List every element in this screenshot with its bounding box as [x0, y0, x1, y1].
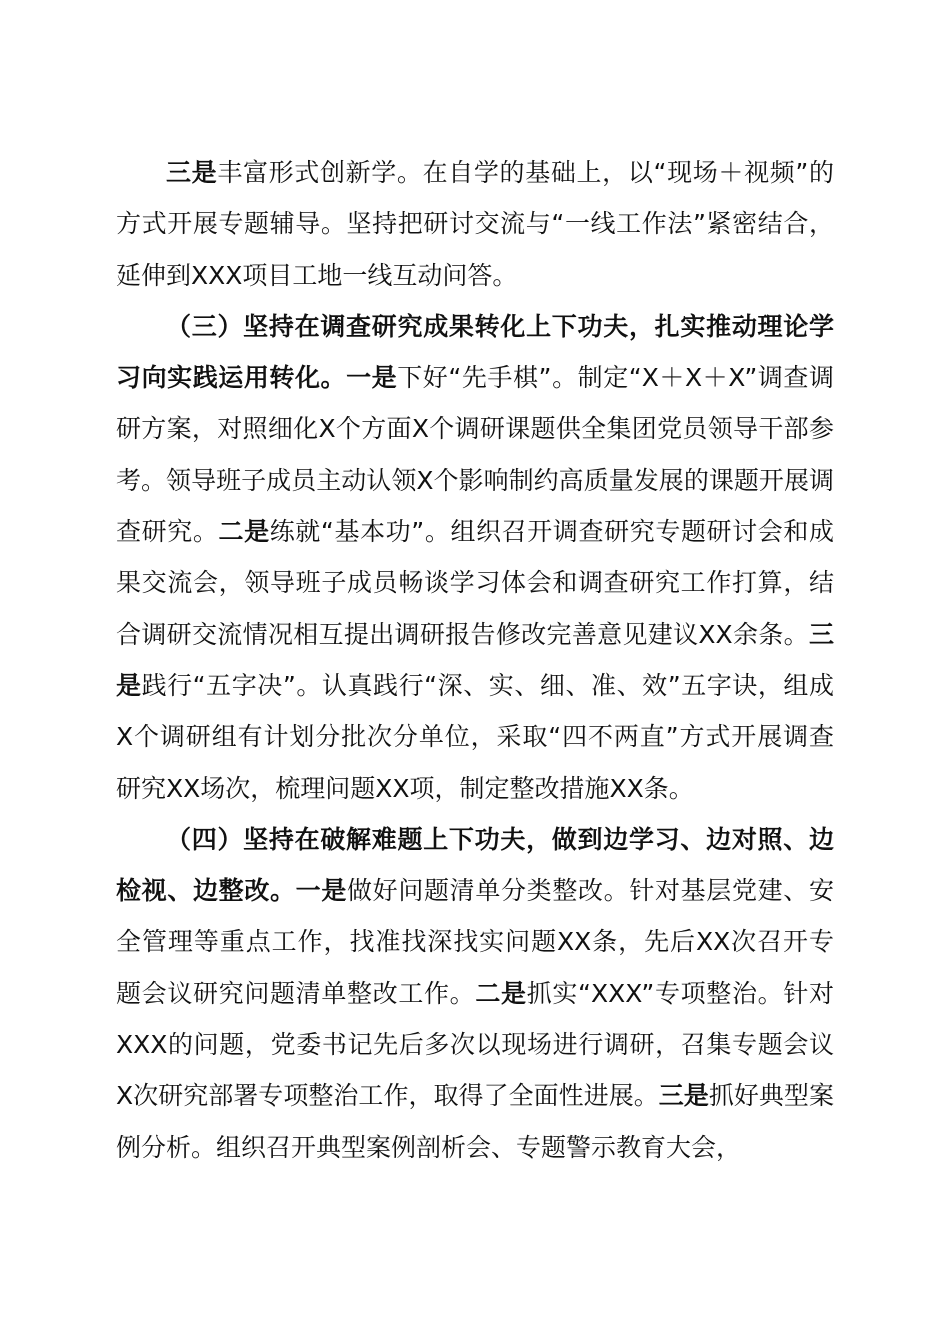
paragraph-text: 练就“基本功”。组织召开调查研究专题研讨会和成果交流会，领导班子成员畅谈学习体会和调查研究工作打算，结合调研交流情况相互提出调研报告修改完善意见建议XX余条。 [116, 517, 834, 649]
lead-term: 三是 [116, 619, 834, 700]
paragraph-text: 抓好典型案例分析。组织召开典型案例剖析会、专题警示教育大会， [116, 1081, 834, 1162]
lead-term: 一是 [295, 876, 347, 906]
paragraph-2 [116, 301, 834, 814]
paragraph-text: 做好问题清单分类整改。针对基层党建、安全管理等重点工作，找准找深找实问题XX条，先后XX次召开专题会议研究问题清单整改工作。 [116, 876, 834, 1008]
body-text [116, 147, 834, 1173]
paragraph-text: 践行“五字决”。认真践行“深、实、细、准、效”五字诀，组成X个调研组有计划分批次分单位，采取“四不两直”方式开展调查研究XX场次，梳理问题XX项，制定整改措施XX条。 [116, 670, 834, 803]
section-heading: （四）坚持在破解难题上下功夫，做到边学习、边对照、边检视、边整改。 [116, 824, 834, 906]
paragraph-text: 丰富形式创新学。在自学的基础上，以“现场＋视频”的方式开展专题辅导。坚持把研讨交流与“一线工作法”紧密结合，延伸到XXX项目工地一线互动问答。 [116, 158, 834, 290]
lead-term: 二是 [475, 978, 527, 1008]
paragraph-text: 下好“先手棋”。制定“X＋X＋X”调查调研方案，对照细化X个方面X个调研课题供全集团党员领导干部参考。领导班子成员主动认领X个影响制约高质量发展的课题开展调查研究。 [116, 363, 834, 547]
lead-term: 三是 [658, 1081, 709, 1111]
lead-term: 一是 [346, 363, 398, 393]
paragraph-1 [116, 147, 834, 301]
lead-term: 三是 [166, 158, 218, 187]
paragraph-3 [116, 814, 834, 1173]
section-heading: （三）坚持在调查研究成果转化上下功夫，扎实推动理论学习向实践运用转化。 [116, 311, 834, 393]
paragraph-text: 抓实“XXX”专项整治。针对XXX的问题，党委书记先后多次以现场进行调研，召集专题会议X次研究部署专项整治工作，取得了全面性进展。 [116, 978, 834, 1111]
lead-term: 二是 [218, 517, 270, 547]
